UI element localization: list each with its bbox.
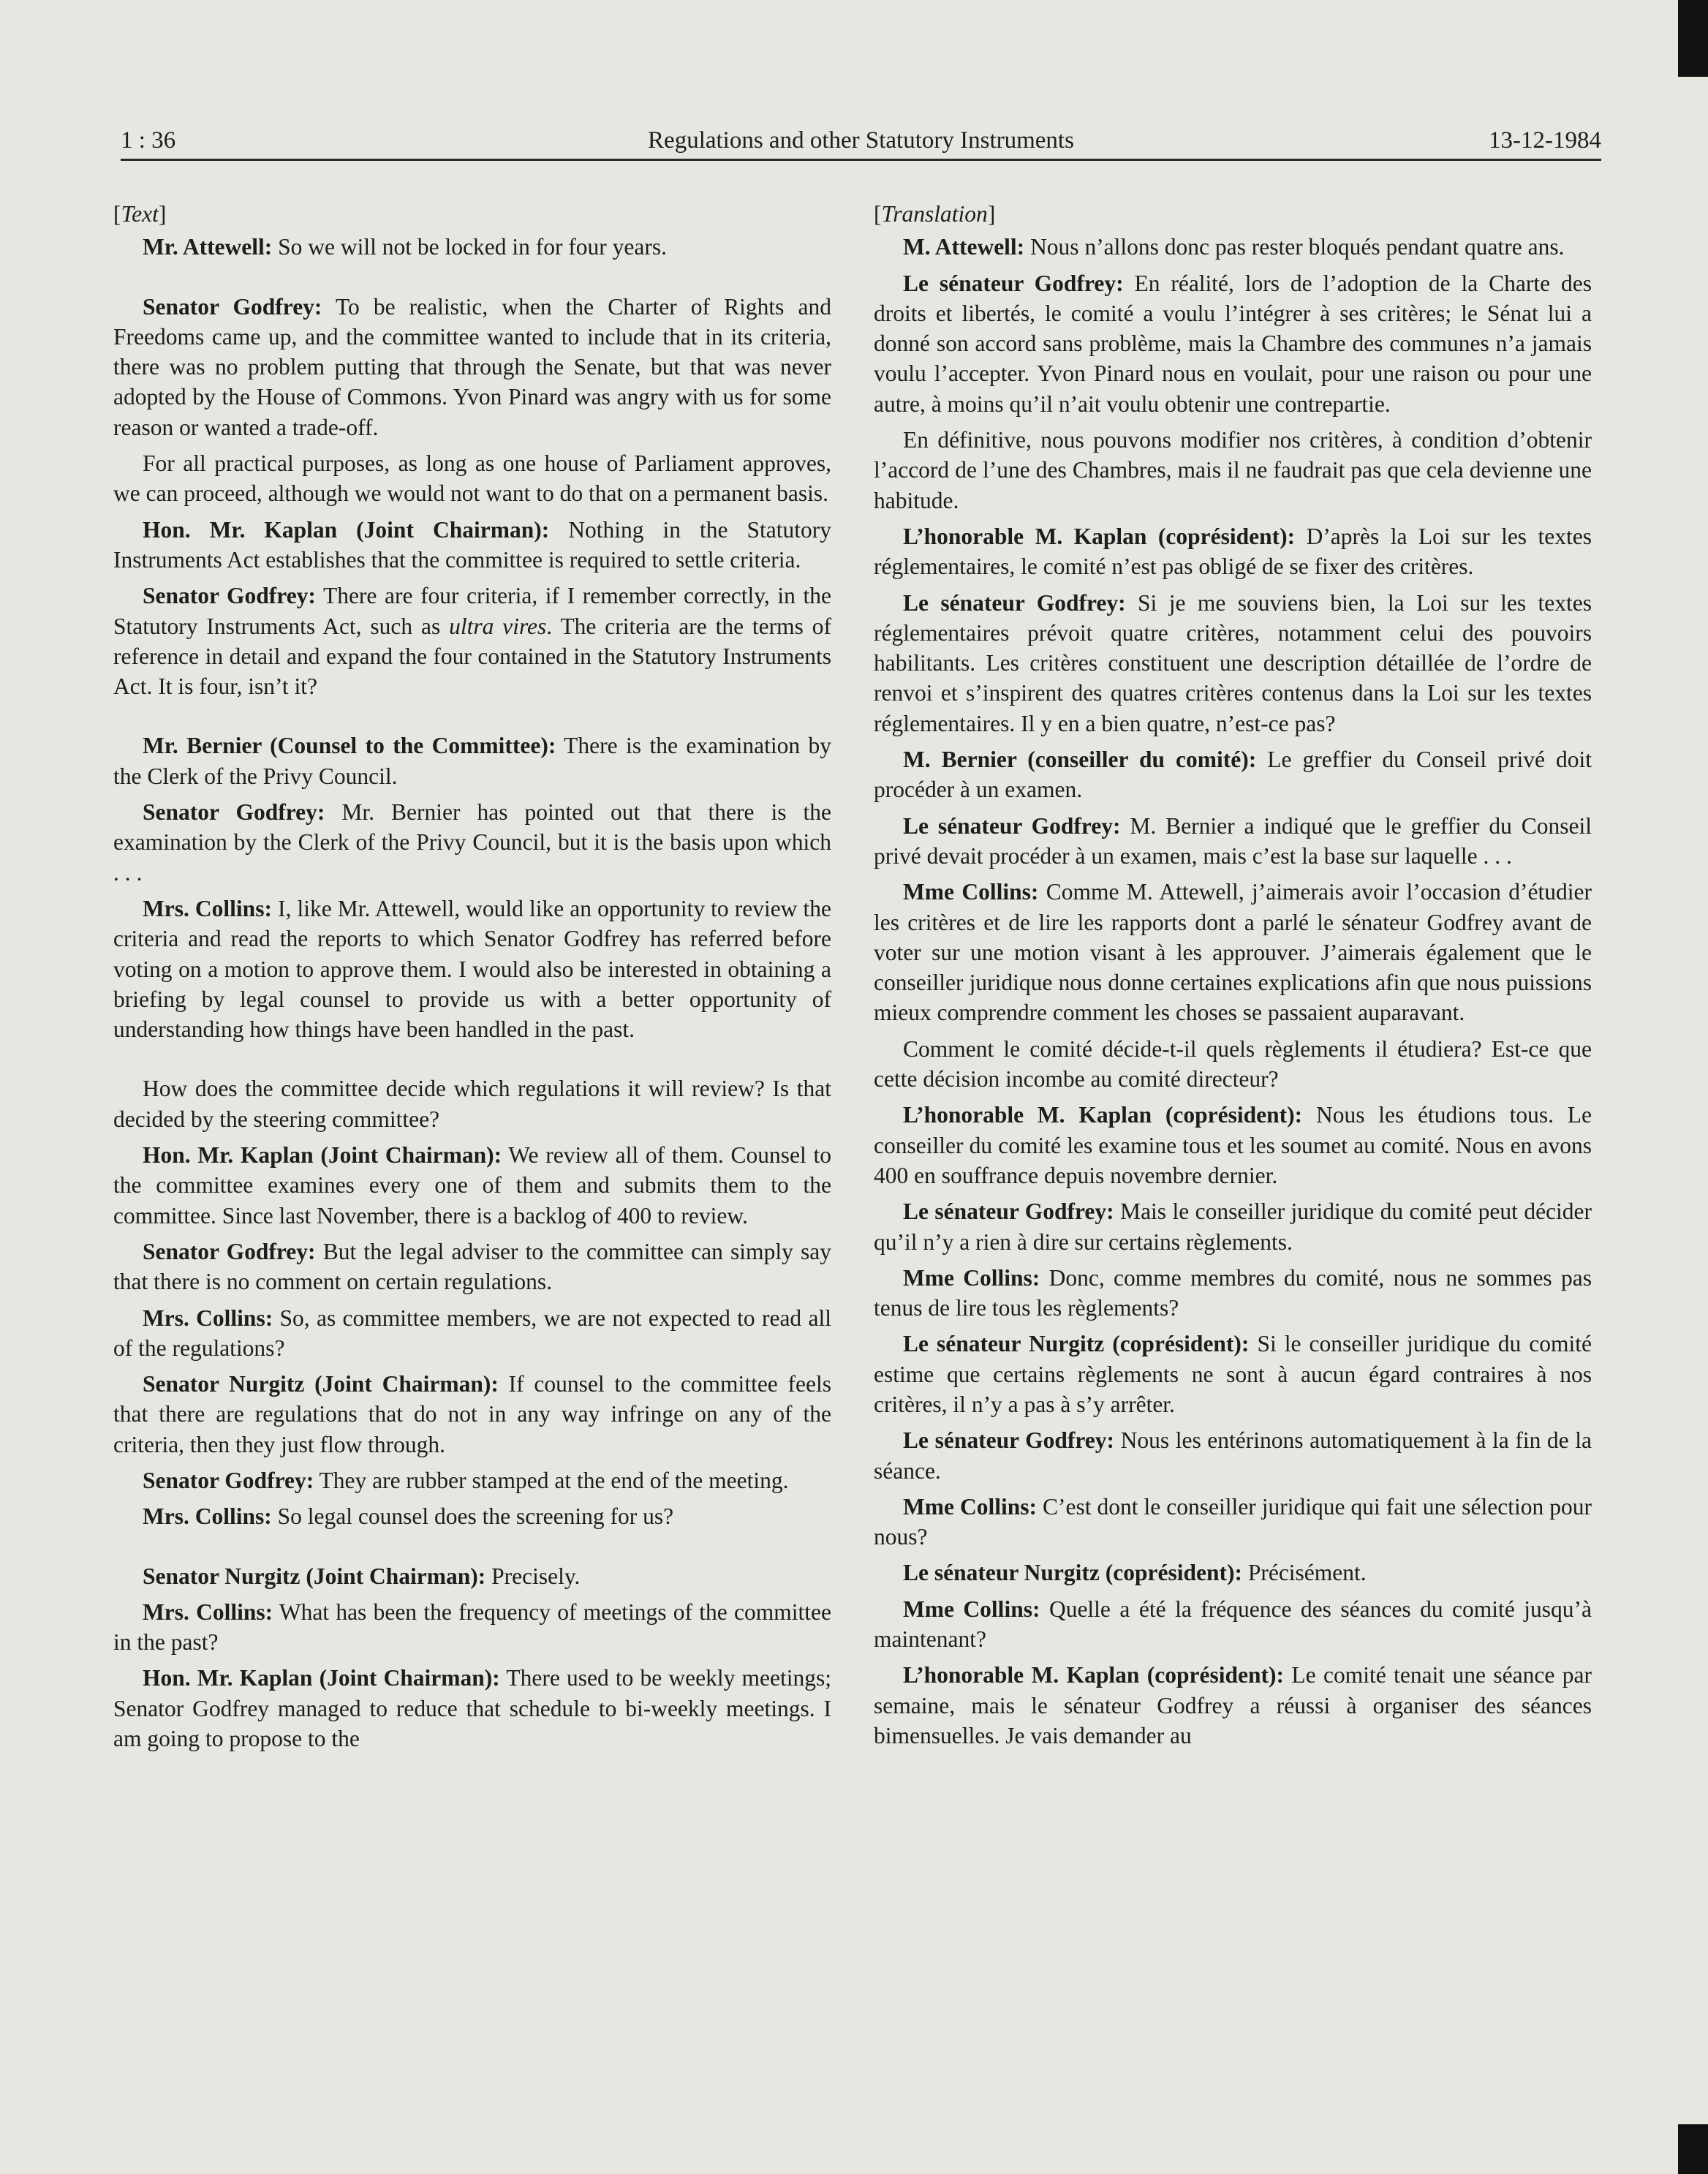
- language-tag: [Translation]: [874, 201, 996, 227]
- transcript-paragraph: [113, 1303, 831, 1364]
- speech-text: So we will not be locked in for four years.: [272, 234, 668, 260]
- speaker-name: Mme Collins:: [903, 879, 1039, 905]
- transcript-paragraph: [113, 797, 831, 888]
- speech-text: Donc, comme membres du comité, nous ne sommes pas tenus de lire tous les règlements?: [874, 1264, 1592, 1321]
- running-title: Regulations and other Statutory Instruments: [648, 127, 1074, 154]
- speech-text: Quelle a été la fréquence des séances du comité jusqu’à maintenant?: [874, 1596, 1592, 1653]
- transcript-paragraph: [874, 425, 1592, 516]
- speaker-name: L’honorable M. Kaplan (coprésident):: [903, 523, 1296, 549]
- french-column: [874, 199, 1592, 1756]
- speaker-name: Le sénateur Nurgitz (coprésident):: [903, 1560, 1242, 1586]
- transcript-paragraph: [113, 515, 831, 575]
- transcript-paragraph: [113, 232, 831, 262]
- english-column: [113, 199, 831, 1759]
- transcript-paragraph: [874, 1425, 1592, 1486]
- speaker-name: Mrs. Collins:: [143, 1503, 272, 1530]
- speech-text: Mr. Bernier has pointed out that there is the examination by the Clerk of the Privy Council, but it is the basis upon which . . .: [113, 799, 831, 886]
- speech-text: For all practical purposes, as long as one house of Parliament approves, we can proceed, although we would not want to do that on a permanent basis.: [113, 450, 831, 507]
- binding-edge-mark: [1678, 0, 1708, 77]
- speech-text: Précisément.: [1242, 1560, 1367, 1586]
- speaker-name: Senator Godfrey:: [143, 583, 316, 609]
- speaker-name: L’honorable M. Kaplan (coprésident):: [903, 1662, 1284, 1688]
- speech-text: There is the examination by the Clerk of the Privy Council.: [113, 733, 831, 789]
- transcript-paragraph: [874, 232, 1592, 262]
- page-header: [121, 123, 1601, 158]
- transcript-paragraph: [874, 1594, 1592, 1655]
- speech-text: Precisely.: [485, 1563, 581, 1589]
- speech-text: But the legal adviser to the committee can simply say that there is no comment on certain regulations.: [113, 1238, 831, 1295]
- transcript-paragraph: [874, 588, 1592, 739]
- transcript-paragraph: [874, 1558, 1592, 1588]
- speaker-name: Senator Nurgitz (Joint Chairman):: [143, 1563, 486, 1589]
- speech-text: Si je me souviens bien, la Loi sur les textes réglementaires prévoit quatre critères, notamment celui des pouvoirs habilitants. Les critères constituent une description détaillée de l’ordre de renvoi et s’inspirent des quatres critères contenus dans la Loi sur les textes réglementaires. Il y en a bien quatre, n’est-ce pas?: [874, 589, 1592, 736]
- speaker-name: Mme Collins:: [903, 1596, 1040, 1622]
- transcript-paragraph: [874, 1492, 1592, 1552]
- speech-text: Le comité tenait une séance par semaine, mais le sénateur Godfrey a réussi à organiser des séances bimensuelles. Je vais demander au: [874, 1662, 1592, 1748]
- speech-text: . The criteria are the terms of reference in detail and expand the four contained in the Statutory Instruments Act. It is four, isn’t it?: [113, 613, 832, 700]
- transcript-paragraph: [113, 581, 831, 701]
- transcript-paragraph: [874, 521, 1592, 582]
- speech-text: Nous les étudions tous. Le conseiller du comité les examine tous et les soumet au comité. Nous en avons 400 en souffrance depuis novembre dernier.: [874, 1102, 1592, 1188]
- transcript-paragraph: [113, 1561, 831, 1591]
- transcript-paragraph: [113, 292, 831, 442]
- speech-text: M. Bernier a indiqué que le greffier du Conseil privé devait procéder à un examen, mais c’est la base sur laquelle . . .: [874, 812, 1592, 869]
- speech-text: How does the committee decide which regulations it will review? Is that decided by the steering committee?: [113, 1076, 831, 1132]
- speech-text: Le greffier du Conseil privé doit procéder à un examen.: [874, 747, 1592, 803]
- header-rule: [121, 159, 1601, 161]
- transcript-paragraph: [874, 1196, 1592, 1257]
- speech-text: So legal counsel does the screening for us?: [271, 1503, 674, 1530]
- speech-text: So, as committee members, we are not expected to read all of the regulations?: [113, 1305, 831, 1361]
- speech-text: Nous n’allons donc pas rester bloqués pendant quatre ans.: [1024, 234, 1565, 260]
- speaker-name: Mrs. Collins:: [143, 1599, 273, 1625]
- speaker-name: Hon. Mr. Kaplan (Joint Chairman):: [143, 1142, 502, 1169]
- speech-text: I, like Mr. Attewell, would like an opportunity to review the criteria and read the reports to which Senator Godfrey has referred before voting on a motion to approve them. I would also be interested in obtaining a briefing by legal counsel to provide us with a better opportunity of understanding how things have been handled in the past.: [113, 895, 831, 1043]
- speaker-name: Le sénateur Godfrey:: [903, 812, 1121, 839]
- speaker-name: Le sénateur Godfrey:: [903, 589, 1126, 616]
- speech-text: Mais le conseiller juridique du comité peut décider qu’il n’y a rien à dire sur certains règlements.: [874, 1199, 1592, 1255]
- speech-text: En définitive, nous pouvons modifier nos critères, à condition d’obtenir l’accord de l’une des Chambres, mais il ne faudrait pas que cela devienne une habitude.: [874, 427, 1592, 513]
- transcript-paragraph: [874, 1100, 1592, 1190]
- transcript-paragraph: [874, 1034, 1592, 1095]
- speech-text: We review all of them. Counsel to the committee examines every one of them and submits them to the committee. Since last November, there is a backlog of 400 to review.: [113, 1142, 831, 1228]
- speaker-name: Le sénateur Nurgitz (coprésident):: [903, 1331, 1250, 1357]
- transcript-paragraph: [113, 1237, 831, 1297]
- speaker-name: Mr. Bernier (Counsel to the Committee):: [143, 733, 556, 759]
- speaker-name: Senator Godfrey:: [143, 293, 322, 320]
- speaker-name: Senator Godfrey:: [143, 799, 325, 826]
- speaker-name: Mrs. Collins:: [143, 1305, 273, 1331]
- speech-text: D’après la Loi sur les textes réglementaires, le comité n’est pas obligé de se fixer des critères.: [874, 523, 1592, 580]
- speech-text: Comment le comité décide-t-il quels règlements il étudiera? Est-ce que cette décision incombe au comité directeur?: [874, 1035, 1592, 1092]
- transcript-paragraph: [113, 731, 831, 791]
- transcript-paragraph: [113, 1501, 831, 1531]
- transcript-paragraph: [113, 1073, 831, 1134]
- speaker-name: Le sénateur Godfrey:: [903, 270, 1124, 296]
- language-tag: [Text]: [113, 201, 167, 227]
- speaker-name: Mme Collins:: [903, 1264, 1040, 1291]
- transcript-paragraph: [113, 448, 831, 509]
- speech-text: If counsel to the committee feels that there are regulations that do not in any way infringe on any of the criteria, then they just flow through.: [113, 1371, 831, 1457]
- speech-text: There used to be weekly meetings; Senator Godfrey managed to reduce that schedule to bi-weekly meetings. I am going to propose to the: [113, 1665, 831, 1752]
- page-number: 1 : 36: [121, 127, 176, 154]
- transcript-paragraph: [113, 894, 831, 1044]
- transcript-paragraph: [874, 877, 1592, 1027]
- speech-text: What has been the frequency of meetings of the committee in the past?: [113, 1599, 831, 1656]
- header-date: 13-12-1984: [1489, 127, 1601, 154]
- speech-text: To be realistic, when the Charter of Rights and Freedoms came up, and the committee wanted to include that in its criteria, there was no problem putting that through the Senate, but that was never adopted by the House of Commons. Yvon Pinard was angry with us for some reason or wanted a trade-off.: [113, 293, 831, 440]
- speech-text: C’est dont le conseiller juridique qui fait une sélection pour nous?: [874, 1493, 1592, 1550]
- speaker-name: Senator Godfrey:: [143, 1238, 316, 1264]
- speaker-name: Le sénateur Godfrey:: [903, 1427, 1114, 1454]
- transcript-paragraph: [874, 1660, 1592, 1751]
- speaker-name: L’honorable M. Kaplan (coprésident):: [903, 1102, 1303, 1128]
- speaker-name: Le sénateur Godfrey:: [903, 1199, 1114, 1225]
- speaker-name: Mrs. Collins:: [143, 895, 272, 921]
- speaker-name: Hon. Mr. Kaplan (Joint Chairman):: [143, 516, 550, 543]
- speaker-name: Mme Collins:: [903, 1493, 1037, 1520]
- transcript-paragraph: [113, 1663, 831, 1754]
- transcript-paragraph: [113, 1465, 831, 1495]
- speech-text: They are rubber stamped at the end of the meeting.: [314, 1467, 789, 1493]
- speaker-name: Mr. Attewell:: [143, 234, 273, 260]
- speaker-name: Hon. Mr. Kaplan (Joint Chairman):: [143, 1665, 500, 1691]
- speech-text: Si le conseiller juridique du comité estime que certains règlements ne sont à aucun égard contraires à nos critères, il n’y a pas à s’y arrêter.: [874, 1331, 1592, 1417]
- transcript-paragraph: [874, 268, 1592, 419]
- speaker-name: M. Bernier (conseiller du comité):: [903, 747, 1257, 773]
- transcript-paragraph: [113, 1369, 831, 1460]
- speech-text: Comme M. Attewell, j’aimerais avoir l’occasion d’étudier les critères et de lire les rapports dont a parlé le sénateur Godfrey avant de voter sur une motion visant à les approuver. J’aimerais également que le conseiller juridique nous donne certaines explications afin que nous puissions mieux comprendre comment les choses se passaient auparavant.: [874, 879, 1592, 1026]
- speech-text: There are four criteria, if I remember correctly, in the Statutory Instruments Act, such as: [113, 583, 831, 639]
- transcript-paragraph: [874, 1329, 1592, 1419]
- speech-text: Nothing in the Statutory Instruments Act establishes that the committee is required to settle criteria.: [113, 516, 832, 573]
- speech-text: En réalité, lors de l’adoption de la Charte des droits et libertés, le comité a voulu l’intégrer à ses critères; le Sénat lui a donné son accord sans problème, mais la Chambre des communes n’a jamais voulu l’accepter. Yvon Pinard nous en voulait, pour une raison ou pour une autre, à moins qu’il n’ait voulu obtenir une contrepartie.: [874, 270, 1592, 417]
- speaker-name: M. Attewell:: [903, 234, 1025, 260]
- transcript-paragraph: [874, 744, 1592, 805]
- transcript-paragraph: [113, 1597, 831, 1658]
- transcript-paragraph: [874, 811, 1592, 872]
- transcript-paragraph: [113, 1140, 831, 1231]
- speech-text: Nous les entérinons automatiquement à la fin de la séance.: [874, 1427, 1592, 1484]
- speaker-name: Senator Nurgitz (Joint Chairman):: [143, 1371, 499, 1397]
- speaker-name: Senator Godfrey:: [143, 1467, 314, 1493]
- transcript-paragraph: [874, 1263, 1592, 1324]
- binding-edge-mark: [1678, 2124, 1708, 2174]
- speech-italic: ultra vires: [449, 613, 547, 639]
